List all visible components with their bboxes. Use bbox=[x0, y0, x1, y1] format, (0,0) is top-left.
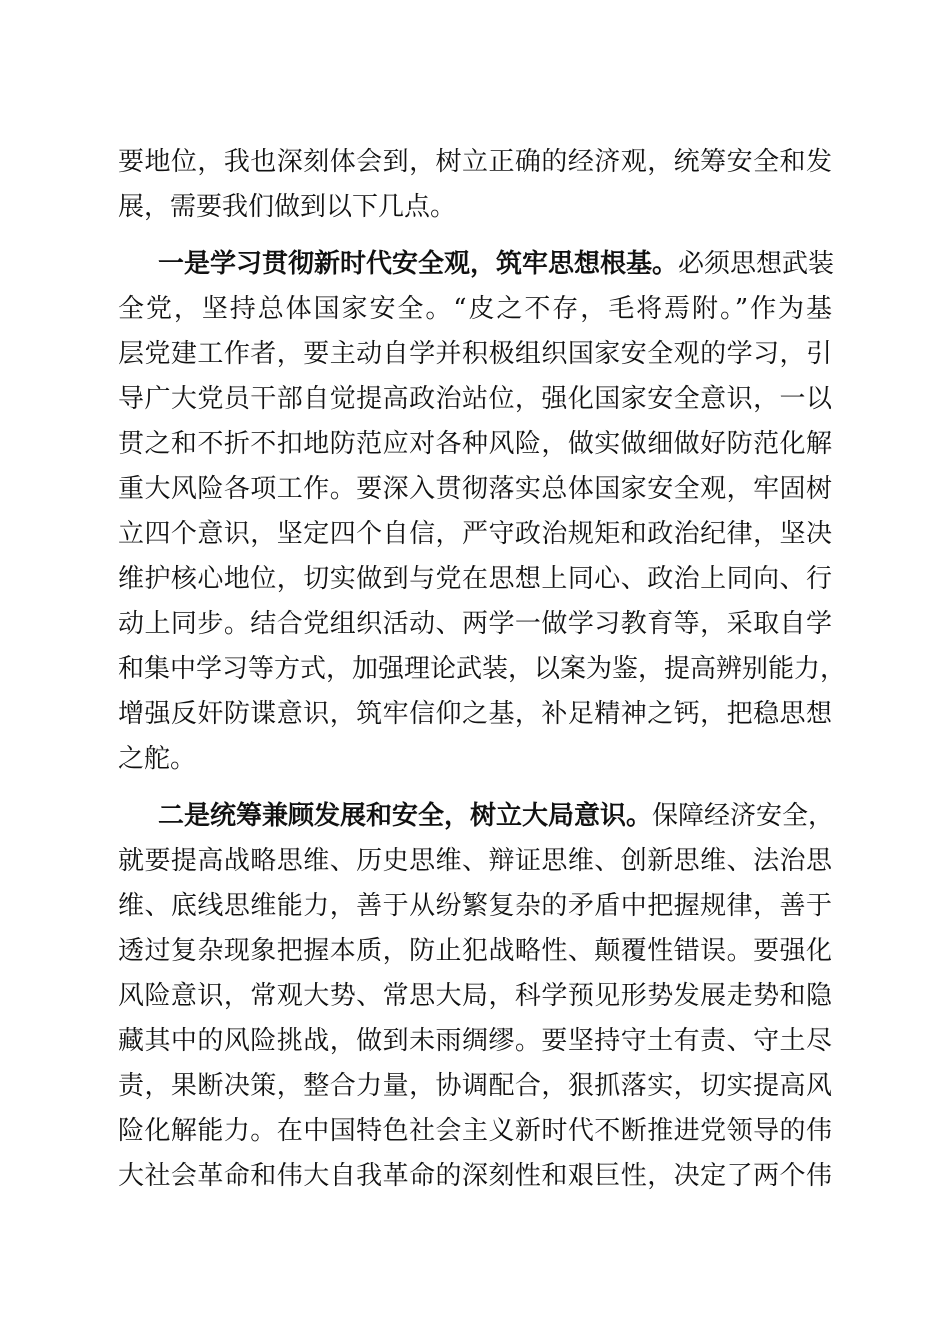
paragraph-heading: 一是学习贯彻新时代安全观，筑牢思想根基。 bbox=[158, 249, 679, 279]
text-line: 透过复杂现象把握本质，防止犯战略性、颠覆性错误。要强化 bbox=[118, 936, 832, 966]
text-line bbox=[118, 242, 835, 287]
text-line: 立四个意识，坚定四个自信，严守政治规矩和政治纪律，坚决 bbox=[118, 519, 832, 549]
text-line: 贯之和不折不扣地防范应对各种风险，做实做细做好防范化解 bbox=[118, 429, 832, 459]
document-page bbox=[118, 140, 847, 1199]
text-line: 维、底线思维能力，善于从纷繁复杂的矛盾中把握规律，善于 bbox=[118, 891, 832, 921]
text-run: 必须思想武装 bbox=[678, 249, 835, 279]
paragraph-2 bbox=[118, 242, 847, 782]
text-line: 全党，坚持总体国家安全。“皮之不存，毛将焉附。”作为基 bbox=[118, 294, 832, 324]
text-line: 展，需要我们做到以下几点。 bbox=[118, 192, 457, 222]
text-line: 就要提高战略思维、历史思维、辩证思维、创新思维、法治思 bbox=[118, 846, 832, 876]
paragraph-heading: 二是统筹兼顾发展和安全，树立大局意识。 bbox=[158, 801, 653, 831]
text-line bbox=[118, 794, 835, 839]
text-line: 大社会革命和伟大自我革命的深刻性和艰巨性，决定了两个伟 bbox=[118, 1161, 832, 1191]
text-line: 层党建工作者，要主动自学并积极组织国家安全观的学习，引 bbox=[118, 339, 832, 369]
text-line: 动上同步。结合党组织活动、两学一做学习教育等，采取自学 bbox=[118, 609, 832, 639]
text-run: 保障经济安全， bbox=[652, 801, 835, 831]
text-line: 维护核心地位，切实做到与党在思想上同心、政治上同向、行 bbox=[118, 564, 832, 594]
text-line: 风险意识，常观大势、常思大局，科学预见形势发展走势和隐 bbox=[118, 981, 832, 1011]
text-line: 藏其中的风险挑战，做到未雨绸缪。要坚持守土有责、守土尽 bbox=[118, 1026, 832, 1056]
text-line: 责，果断决策，整合力量，协调配合，狠抓落实，切实提高风 bbox=[118, 1071, 832, 1101]
text-line: 增强反奸防谍意识，筑牢信仰之基，补足精神之钙，把稳思想 bbox=[118, 699, 832, 729]
text-line: 险化解能力。在中国特色社会主义新时代不断推进党领导的伟 bbox=[118, 1116, 832, 1146]
text-line: 要地位，我也深刻体会到，树立正确的经济观，统筹安全和发 bbox=[118, 147, 832, 177]
text-line: 和集中学习等方式，加强理论武装，以案为鉴，提高辨别能力， bbox=[118, 654, 847, 684]
text-line: 重大风险各项工作。要深入贯彻落实总体国家安全观，牢固树 bbox=[118, 474, 832, 504]
paragraph-3 bbox=[118, 794, 835, 1199]
text-line: 导广大党员干部自觉提高政治站位，强化国家安全意识，一以 bbox=[118, 384, 832, 414]
paragraph-1 bbox=[118, 140, 832, 230]
text-line: 之舵。 bbox=[118, 744, 197, 774]
